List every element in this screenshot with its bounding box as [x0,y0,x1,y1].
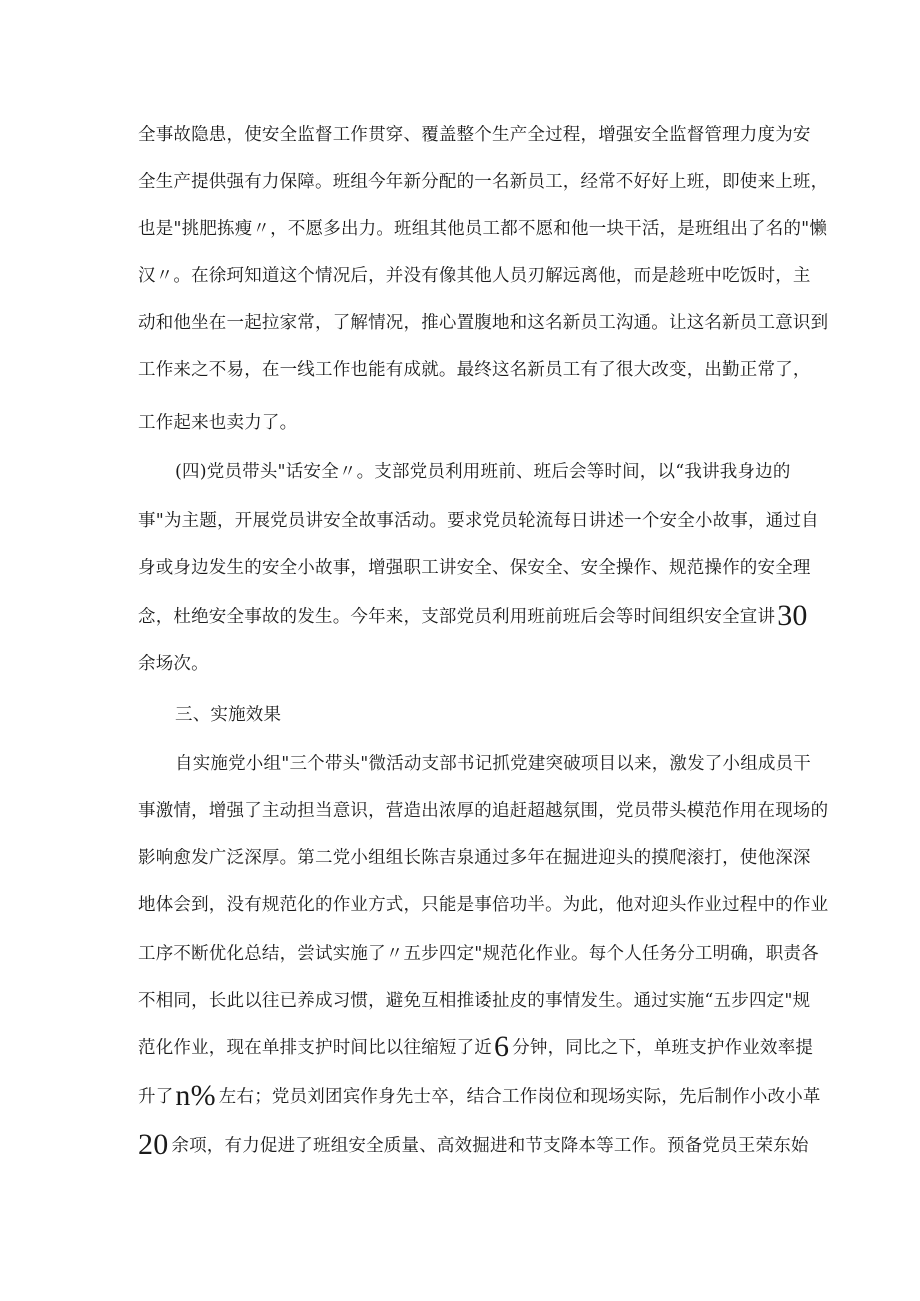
paragraph-3-line-1: 自实施党小组"三个带头"微活动支部书记抓党建突破项目以来，激发了小组成员干 [175,754,811,774]
paragraph-1-line-4: 汉〃。在徐珂知道这个情况后，并没有像其他人员刃解远离他，而是趁班中吃饭时，主 [138,266,811,286]
paragraph-3-line-8 [138,1079,821,1115]
improvements-count-number: 20 [138,1128,169,1161]
paragraph-3-line-2: 事激情，增强了主动担当意识，营造出浓厚的追赶超越氛围，党员带头模范作用在现场的 [138,801,829,821]
paragraph-1-line-6: 工作来之不易，在一线工作也能有成就。最终这名新员工有了很大改变，出勤正常了， [138,360,811,380]
paragraph-2-line-4-text: 念，杜绝安全事故的发生。今年来，支部党员利用班前班后会等时间组织安全宣讲 [138,607,776,627]
paragraph-3-line-7-after: 分钟，同比之下，单班支护作业效率提 [512,1038,814,1058]
paragraph-2-line-3: 身或身边发生的安全小故事，增强职工讲安全、保安全、安全操作、规范操作的安全理 [138,558,811,578]
paragraph-3-line-4: 地体会到，没有规范化的作业方式，只能是事倍功半。为此，他对迎头作业过程中的作业 [138,895,829,915]
paragraph-1-line-3: 也是"挑肥拣瘦〃，不愿多出力。班组其他员工都不愿和他一块干活，是班组出了名的"懒 [138,219,828,239]
paragraph-1-line-1: 全事故隐患，使安全监督工作贯穿、覆盖整个生产全过程，增强安全监督管理力度为安 [138,125,811,145]
paragraph-2-line-5: 余场次。 [138,654,209,674]
sessions-count-number: 30 [777,599,808,632]
paragraph-3-line-8-before: 升了 [138,1087,174,1107]
paragraph-1-line-7: 工作起来也卖力了。 [138,413,298,433]
paragraph-1-line-2: 全生产提供强有力保障。班组今年新分配的一名新员工，经常不好好上班，即使来上班， [138,172,829,192]
paragraph-3-line-9 [138,1128,809,1164]
paragraph-3-line-6: 不相同，长此以往已养成习惯，避免互相推诿扯皮的事情发生。通过实施“五步四定"规 [138,991,811,1011]
efficiency-percent-number: n% [175,1079,216,1112]
paragraph-2-line-1: (四)党员带头"话安全〃。支部党员利用班前、班后会等时间，以“我讲我身边的 [175,462,791,482]
section-heading: 三、实施效果 [175,705,282,725]
minutes-saved-number: 6 [494,1030,510,1063]
paragraph-3-line-5: 工序不断优化总结，尝试实施了〃五步四定"规范化作业。每个人任务分工明确，职责各 [138,944,819,964]
paragraph-3-line-7 [138,1030,814,1066]
paragraph-2-line-2: 事"为主题，开展党员讲安全故事活动。要求党员轮流每日讲述一个安全小故事，通过自 [138,511,819,531]
paragraph-3-line-7-before: 范化作业，现在单排支护时间比以往缩短了近 [138,1038,492,1058]
paragraph-3-line-9-after: 余项，有力促进了班组安全质量、高效掘进和节支降本等工作。预备党员王荣东始 [171,1136,809,1156]
paragraph-1-line-5: 动和他坐在一起拉家常，了解情况，推心置腹地和这名新员工沟通。让这名新员工意识到 [138,313,829,333]
paragraph-3-line-3: 影响愈发广泛深厚。第二党小组组长陈吉泉通过多年在掘进迎头的摸爬滚打，使他深深 [138,848,811,868]
paragraph-2-line-4 [138,599,808,635]
paragraph-3-line-8-after: 左右；党员刘团宾作身先士卒，结合工作岗位和现场实际，先后制作小改小革 [218,1087,821,1107]
